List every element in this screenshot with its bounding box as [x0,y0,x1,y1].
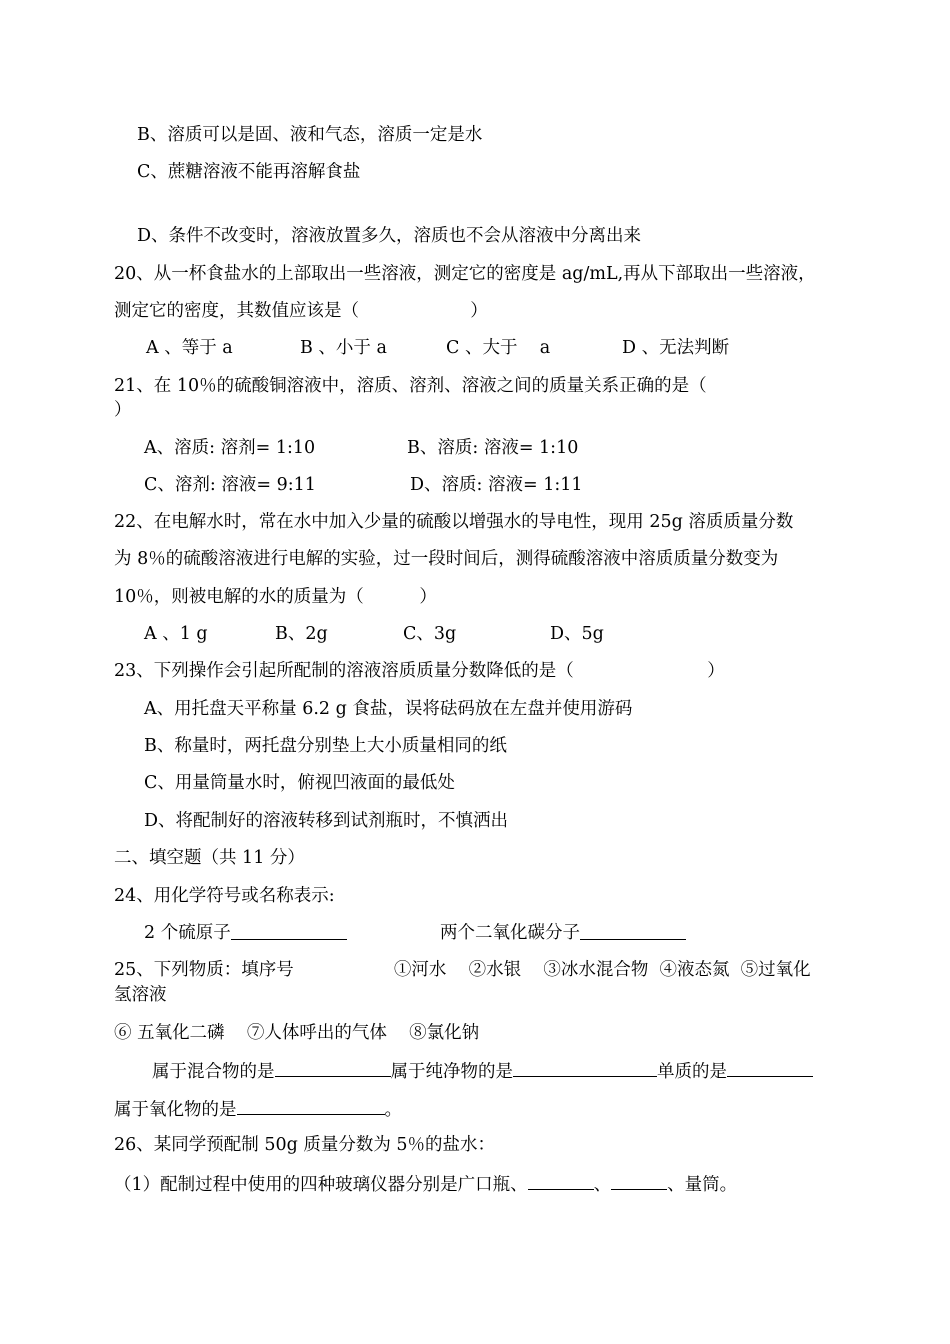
q20-option-d: D 、无法判断 [622,338,730,358]
q20-option-a: A 、等于 a [146,338,233,358]
q24-item-co2 [440,921,580,945]
q25-stem-line3: ⑥ 五氧化二磷 ⑦人体呼出的气体 ⑧氯化钠 [114,1023,480,1043]
q21-options-row2 [0,473,950,545]
q24-item-sulfur [144,921,231,945]
q23-option-a: A、用托盘天平称量 6.2 g 食盐，误将砝码放在左盘并使用游码 [144,699,633,719]
q19-option-b: B、溶质可以是固、液和气态，溶质一定是水 [137,125,483,145]
q21-stem-line1: 21、在 10％的硫酸铜溶液中，溶质、溶剂、溶液之间的质量关系正确的是（ [114,376,707,396]
q24-item-sulfur-label: 2 个硫原子 [144,923,231,943]
q25-mixture-blank[interactable] [275,1058,391,1077]
q25-pure-label: 属于纯净物的是 [390,1062,513,1082]
q26-part1-end: 、量筒。 [667,1175,738,1195]
q22-stem-line2: 为 8％的硫酸溶液进行电解的实验，过一段时间后，测得硫酸溶液中溶质质量分数变为 [114,549,779,569]
q22-stem-line1: 22、在电解水时，常在水中加入少量的硫酸以增强水的导电性，现用 25g 溶质质量分数 [114,512,794,532]
q20-stem-line2: 测定它的密度，其数值应该是（ ） [114,301,488,321]
q23-option-c: C、用量筒量水时，俯视凹液面的最低处 [144,773,455,793]
q23-option-b: B、称量时，两托盘分别垫上大小质量相同的纸 [144,736,507,756]
q23-stem: 23、下列操作会引起所配制的溶液溶质质量分数降低的是（ ） [114,661,725,681]
q22-stem-line3: 10％，则被电解的水的质量为（ ） [114,587,437,607]
q25-end-mark: 。 [384,1100,402,1120]
q21-option-c: C、溶剂: 溶液= 9:11 [144,475,316,495]
q25-mixture-label: 属于混合物的是 [152,1062,275,1082]
q25-stem-line2: 氢溶液 [114,985,167,1005]
q21-stem-line2: ） [114,400,132,420]
q25-oxide-label: 属于氧化物的是 [114,1100,237,1120]
q21-option-a: A、溶质: 溶剂= 1:10 [144,438,316,458]
q20-stem-line1: 20、从一杯食盐水的上部取出一些溶液，测定它的密度是 ag/mL,再从下部取出一些溶液， [114,264,816,284]
q22-option-d: D、5g [550,624,604,644]
q26-part1 [114,1171,737,1197]
q23-option-d: D、将配制好的溶液转移到试剂瓶时，不慎洒出 [144,811,509,831]
q19-option-c: C、蔗糖溶液不能再溶解食盐 [137,162,361,182]
q20-option-c: C 、大于 a [446,338,551,358]
q25-pure-blank[interactable] [513,1058,657,1077]
q26-instrument-blank-2[interactable] [611,1171,667,1190]
q24-item-co2-label: 两个二氧化碳分子 [440,923,580,943]
q21-option-d: D、溶质: 溶液= 1:11 [410,475,583,495]
q25-stem-line1: 25、下列物质：填序号 ①河水 ②水银 ③冰水混合物 ④液态氮 ⑤过氧化 [114,960,811,980]
q26-part1-label: （1）配制过程中使用的四种玻璃仪器分别是广口瓶、 [114,1175,528,1195]
q25-oxide-row [114,1096,402,1122]
q24-answer-blank-2[interactable] [580,921,686,940]
q25-oxide-blank[interactable] [237,1096,385,1115]
q24-answer-blank-1[interactable] [231,921,347,940]
q25-classification-row [152,1058,813,1084]
section-title: 二、填空题（共 11 分） [114,848,305,868]
q24-stem: 24、用化学符号或名称表示: [114,886,335,906]
q25-element-blank[interactable] [727,1058,813,1077]
q22-option-a: A 、1 g [144,624,208,644]
q26-separator: 、 [593,1175,612,1195]
q26-stem: 26、某同学预配制 50g 质量分数为 5％的盐水： [114,1135,496,1155]
q21-option-b: B、溶质: 溶液= 1:10 [407,438,579,458]
q22-option-b: B、2g [275,624,328,644]
q22-option-c: C、3g [403,624,457,644]
q26-instrument-blank-1[interactable] [528,1171,594,1190]
q20-option-b: B 、小于 a [300,338,387,358]
q19-option-d: D、条件不改变时，溶液放置多久，溶质也不会从溶液中分离出来 [137,226,642,246]
q25-element-label: 单质的是 [657,1062,727,1082]
